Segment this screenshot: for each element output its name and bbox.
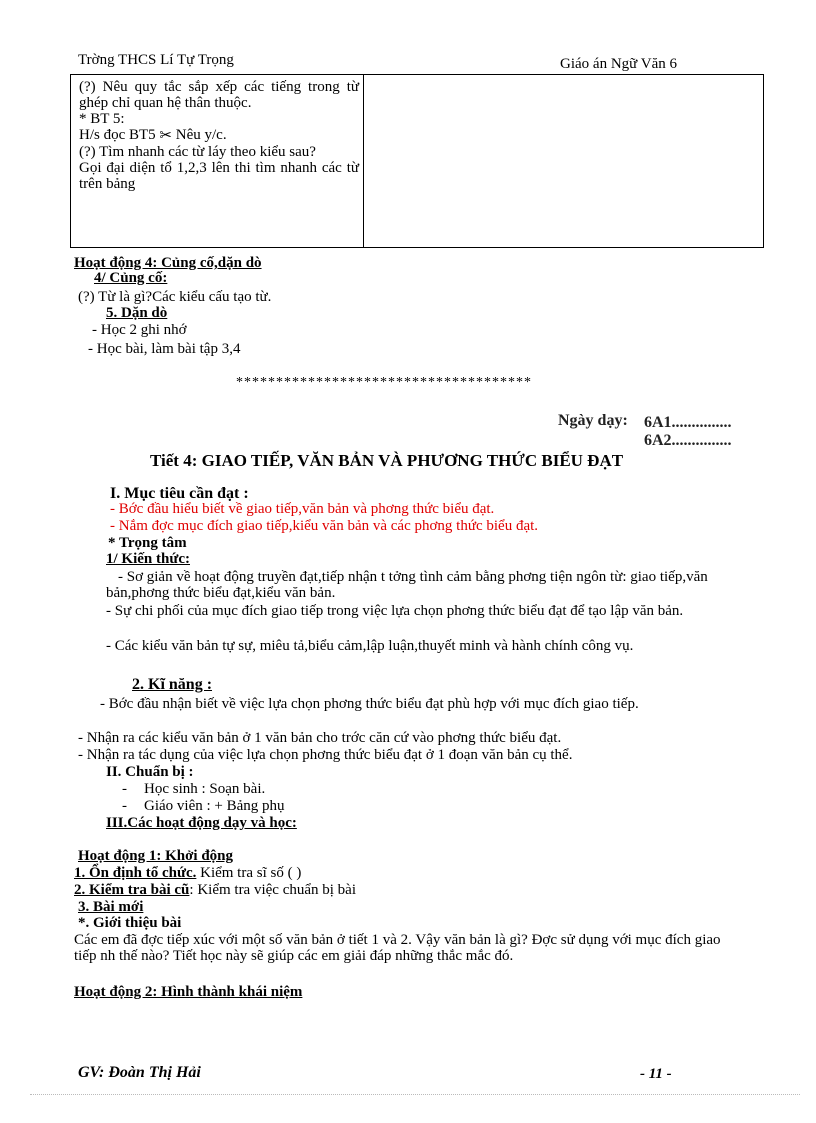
prep-item-text: Học sinh : Soạn bài. <box>144 781 266 797</box>
table-line: (?) Nêu quy tắc sắp xếp các tiếng trong từ ghép chỉ quan hệ thân thuộc. <box>79 79 359 111</box>
act1-item-text: Kiểm tra sĩ số ( ) <box>196 865 302 881</box>
date-label: Ngày dạy: <box>558 412 628 429</box>
intro-heading: *. Giới thiệu bài <box>78 915 182 931</box>
date-class1: 6A1............... <box>644 414 732 431</box>
prep-item: - Học sinh : Soạn bài. <box>122 781 266 797</box>
act1-item <box>74 865 301 882</box>
activities-heading: III.Các hoạt động dạy và học: <box>106 815 297 831</box>
table-left-cell <box>79 79 359 192</box>
lesson-title <box>150 452 623 469</box>
table-line <box>79 127 359 144</box>
goal-red-item: - Nắm đợc mục đích giao tiếp,kiểu văn bản và các phơng thức biểu đạt. <box>110 518 539 534</box>
goal-red-item: - Bớc đầu hiểu biết về giao tiếp,văn bản và phơng thức biểu đạt. <box>110 501 495 517</box>
cungco-heading: 4/ Củng cố: <box>94 270 168 286</box>
knowledge-item: - Các kiểu văn bản tự sự, miêu tả,biểu cảm,lập luận,thuyết minh và hành chính công vụ. <box>106 638 634 654</box>
footer-page: - 11 - <box>640 1066 672 1082</box>
dando-heading: 5. Dặn dò <box>106 305 168 321</box>
table-divider <box>363 75 364 247</box>
skills-item: - Bớc đầu nhận biết về việc lựa chọn phơng thức biểu đạt phù hợp với mục đích giao tiếp. <box>100 696 639 712</box>
goals-heading: I. Mục tiêu cần đạt : <box>110 485 249 502</box>
skills-item: - Nhận ra tác dụng của việc lựa chọn phơng thức biểu đạt ở 1 đoạn văn bản cụ thể. <box>78 747 573 763</box>
header-subject: Giáo án Ngữ Văn 6 <box>560 56 677 72</box>
table-line: * BT 5: <box>79 111 125 127</box>
knowledge-item: - Sự chi phối của mục đích giao tiếp trong việc lựa chọn phơng thức biểu đạt để tạo lập văn bản. <box>106 603 684 619</box>
dando-item: - Học bài, làm bài tập 3,4 <box>88 341 241 357</box>
knowledge-heading: 1/ Kiến thức: <box>106 551 190 567</box>
knowledge-item: - Sơ giản về hoạt động truyền đạt,tiếp nhận t tởng tình cảm bằng phơng tiện ngôn từ: giao tiếp,văn bản,phơng thức biểu đạt,kiểu văn bản. <box>106 569 708 601</box>
prep-heading: II. Chuẩn bị : <box>106 764 194 780</box>
footer-divider <box>30 1094 800 1095</box>
cungco-text: (?) Từ là gì?Các kiểu cấu tạo từ. <box>78 289 272 305</box>
table-line-text: Nêu y/c. <box>175 127 227 143</box>
table-line: (?) Tìm nhanh các từ láy theo kiểu sau? <box>79 144 316 160</box>
act1-item: 3. Bài mới <box>78 899 144 915</box>
lesson-table <box>70 74 764 248</box>
act1-item-label: 2. Kiểm tra bài cũ <box>74 882 190 898</box>
act1-item <box>74 882 356 899</box>
date-class2: 6A2............... <box>644 432 732 449</box>
focus-heading: * Trọng tâm <box>108 535 187 551</box>
lesson-number: Tiết 4: <box>150 451 198 470</box>
activity4-heading: Hoạt động 4: Củng cố,dặn dò <box>74 255 262 271</box>
act1-item-text: : Kiểm tra việc chuẩn bị bài <box>189 882 357 898</box>
act2-heading: Hoạt động 2: Hình thành khái niệm <box>74 984 303 1000</box>
table-line-text: H/s đọc BT5 <box>79 127 156 143</box>
prep-item: - Giáo viên : + Bảng phụ <box>122 798 285 814</box>
header-school: Trờng THCS Lí Tự Trọng <box>78 52 234 68</box>
footer-teacher: GV: Đoàn Thị Hải <box>78 1064 201 1081</box>
lesson-title-text: GIAO TIẾP, VĂN BẢN VÀ PHƯƠNG THỨC BIỂU ĐẠT <box>201 451 624 470</box>
table-line: Gọi đại diện tổ 1,2,3 lên thi tìm nhanh các từ trên bảng <box>79 160 359 192</box>
prep-item-text: Giáo viên : + Bảng phụ <box>144 798 285 814</box>
intro-text: Các em đã đợc tiếp xúc với một số văn bản ở tiết 1 và 2. Vậy văn bản là gì? Đợc sử dụng với mục đích giao tiếp nh thế nào? Tiết học này sẽ giúp các em giải đáp những thắc mắc đó. <box>74 932 721 964</box>
act1-heading: Hoạt động 1: Khởi động <box>78 848 234 864</box>
dando-item: - Học 2 ghi nhớ <box>92 322 187 338</box>
skills-item: - Nhận ra các kiểu văn bản ở 1 văn bản cho trớc căn cứ vào phơng thức biểu đạt. <box>78 730 562 746</box>
act1-item-label: 1. Ổn định tổ chức. <box>74 865 197 881</box>
scissors-icon: ✂ <box>159 128 172 144</box>
skills-heading: 2. Kĩ năng : <box>132 676 213 693</box>
separator: ************************************* <box>236 375 532 390</box>
